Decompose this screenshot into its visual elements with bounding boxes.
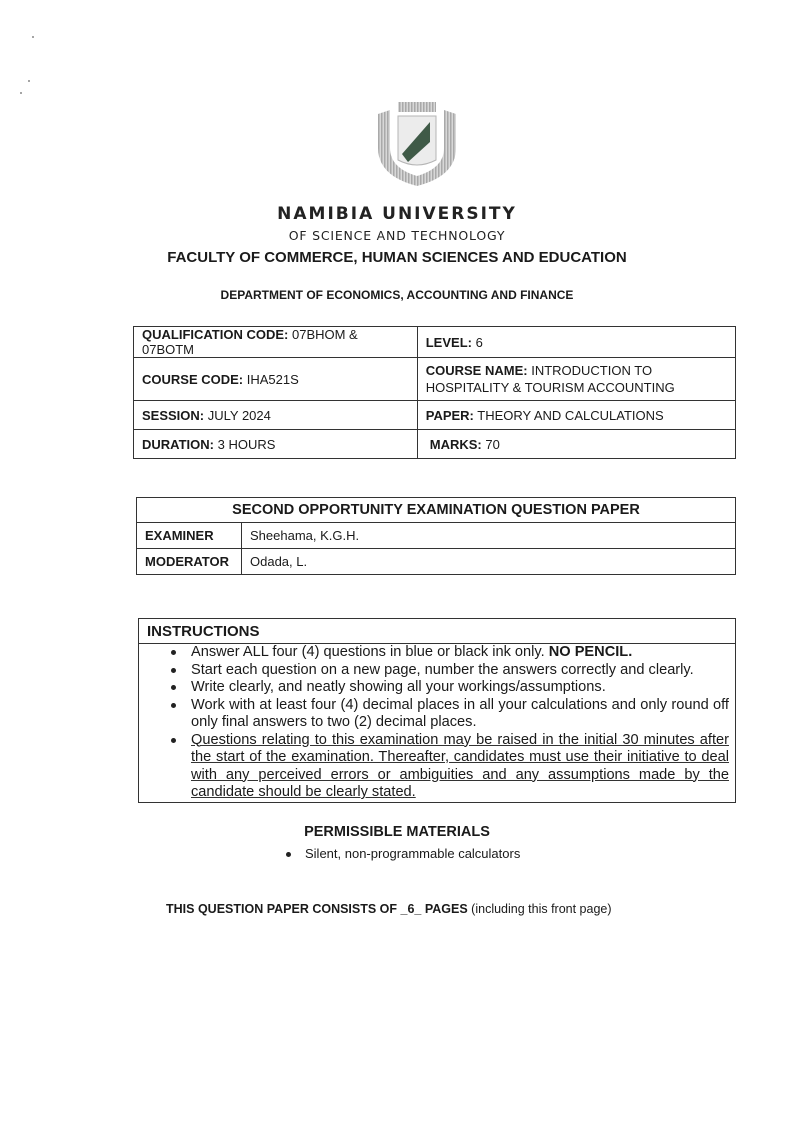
instructions-box	[138, 618, 736, 803]
scan-speck	[28, 80, 30, 82]
session-label: SESSION:	[142, 407, 205, 423]
qualification-code-label: QUALIFICATION CODE:	[142, 327, 289, 342]
table-row	[134, 430, 736, 459]
university-logo	[372, 96, 462, 188]
scan-speck	[32, 36, 34, 38]
level-value: 6	[475, 334, 483, 350]
instruction-text: Answer ALL four (4) questions in blue or black ink only.	[191, 644, 545, 660]
course-info-table	[133, 326, 736, 459]
qualification-code-value: 07BHOM & 07BOTM	[142, 327, 358, 357]
exam-paper-title: SECOND OPPORTUNITY EXAMINATION QUESTION PAPER	[137, 498, 736, 523]
examiner-label: EXAMINER	[137, 523, 242, 549]
qualification-code-cell	[134, 327, 418, 358]
permissible-materials-title: PERMISSIBLE MATERIALS	[304, 824, 490, 840]
marks-label: MARKS:	[429, 436, 482, 452]
session-cell	[134, 401, 418, 430]
bullet-icon	[171, 738, 176, 743]
bullet-icon	[171, 685, 176, 690]
paper-value: THEORY AND CALCULATIONS	[477, 407, 664, 423]
instructions-title: INSTRUCTIONS	[147, 623, 260, 640]
university-name: NAMIBIA UNIVERSITY	[277, 204, 517, 224]
course-code-label: COURSE CODE:	[142, 371, 244, 387]
session-value: JULY 2024	[207, 407, 271, 423]
table-row	[134, 358, 736, 401]
moderator-value: Odada, L.	[242, 549, 736, 575]
list-item	[167, 697, 729, 732]
permissible-material-text: Silent, non-programmable calculators	[305, 846, 521, 861]
page-count-note	[166, 902, 612, 916]
duration-cell	[134, 430, 418, 459]
bullet-icon	[286, 852, 291, 857]
table-row	[137, 498, 736, 523]
moderator-label: MODERATOR	[137, 549, 242, 575]
list-item	[167, 644, 729, 662]
bullet-icon	[171, 703, 176, 708]
table-row	[134, 327, 736, 358]
marks-cell	[417, 430, 735, 459]
level-cell	[417, 327, 735, 358]
table-row	[137, 523, 736, 549]
duration-label: DURATION:	[142, 436, 214, 452]
page-count-text: THIS QUESTION PAPER CONSISTS OF _6_ PAGES	[166, 902, 468, 916]
instruction-emphasis: NO PENCIL.	[548, 644, 633, 660]
paper-label: PAPER:	[425, 407, 474, 423]
instruction-text: Work with at least four (4) decimal places in all your calculations and only round off only final answers to two (2) decimal places.	[191, 696, 729, 730]
faculty-name: FACULTY OF COMMERCE, HUMAN SCIENCES AND EDUCATION	[167, 249, 627, 266]
paper-cell	[417, 401, 735, 430]
instructions-list	[167, 644, 729, 802]
examiner-value: Sheehama, K.G.H.	[242, 523, 736, 549]
list-item	[167, 662, 729, 680]
course-name-label: COURSE NAME:	[425, 363, 528, 378]
list-item	[167, 732, 729, 802]
course-code-value: IHA521S	[246, 371, 299, 387]
list-item	[167, 679, 729, 697]
bullet-icon	[171, 650, 176, 655]
course-name-value: INTRODUCTION TO HOSPITALITY & TOURISM ACCOUNTING	[425, 363, 675, 395]
table-row	[137, 549, 736, 575]
department-name: DEPARTMENT OF ECONOMICS, ACCOUNTING AND FINANCE	[220, 288, 574, 302]
duration-value: 3 HOURS	[217, 436, 276, 452]
page-count-qualifier: (including this front page)	[471, 902, 612, 916]
instruction-text: Start each question on a new page, number the answers correctly and clearly.	[191, 661, 694, 678]
university-subtitle: OF SCIENCE AND TECHNOLOGY	[288, 228, 506, 243]
instruction-text: Write clearly, and neatly showing all your workings/assumptions.	[191, 679, 606, 695]
list-item	[286, 846, 520, 861]
instruction-text: Questions relating to this examination may be raised in the initial 30 minutes after the start of the examination. Thereafter, candidates must use their initiative to deal with any perceived errors or ambiguities and any assumptions made by the candidate should be clearly stated.	[191, 731, 729, 800]
course-name-cell	[417, 358, 735, 401]
marks-value: 70	[485, 436, 500, 452]
level-label: LEVEL:	[425, 334, 472, 350]
course-code-cell	[134, 358, 418, 401]
scan-speck	[20, 92, 22, 94]
exam-details-table	[136, 497, 736, 575]
table-row	[134, 401, 736, 430]
bullet-icon	[171, 668, 176, 673]
